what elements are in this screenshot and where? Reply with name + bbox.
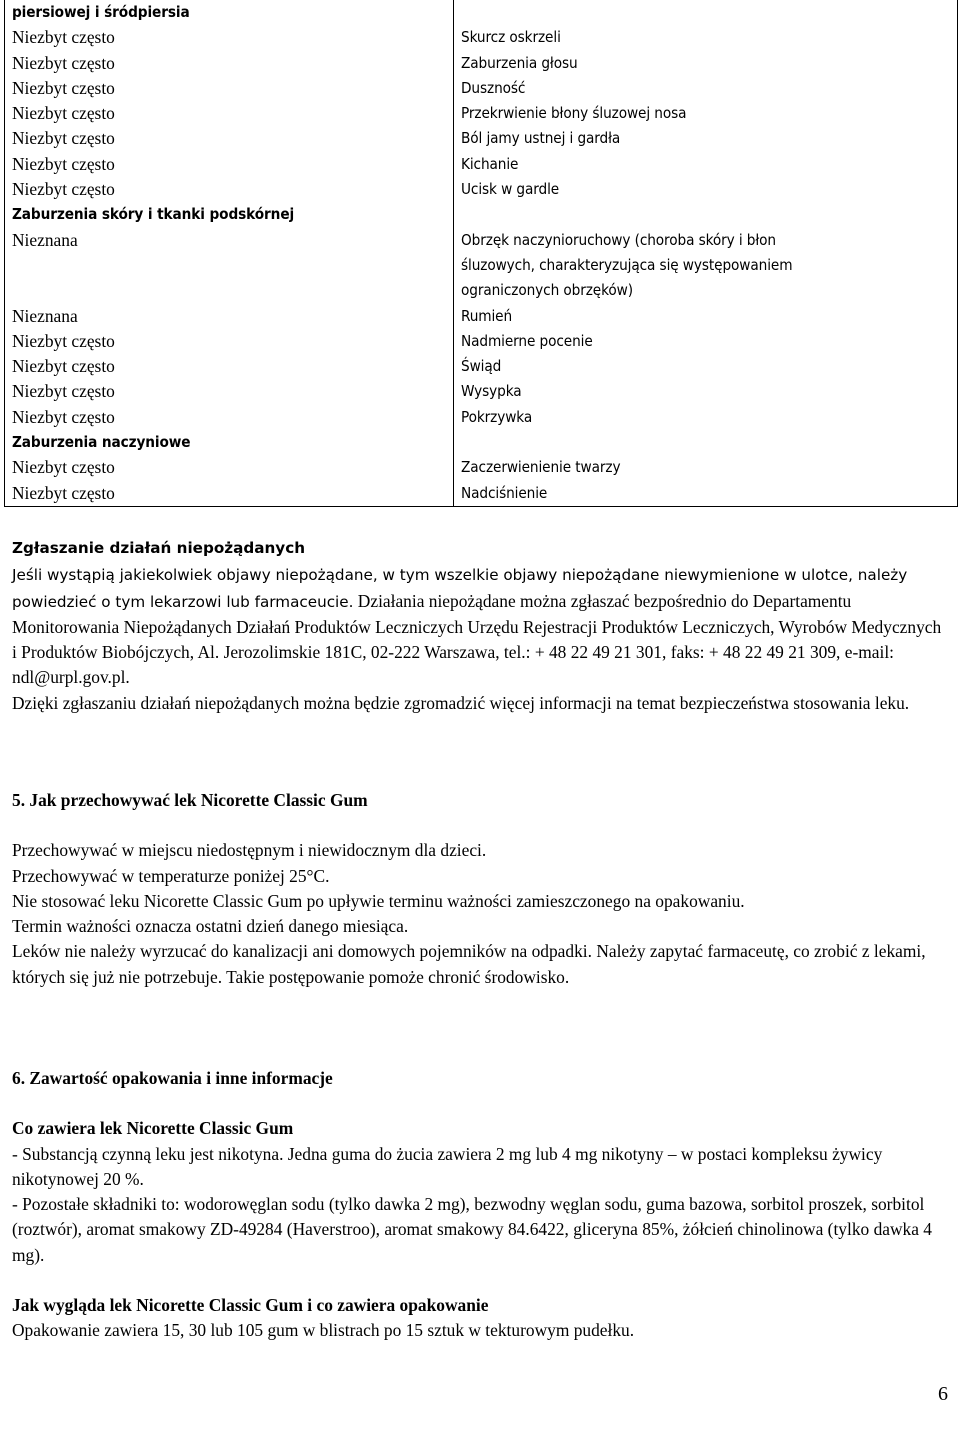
storage-line: Przechowywać w temperaturze poniżej 25°C. <box>12 865 330 886</box>
effect-cell: Przekrwienie błony śluzowej nosa <box>461 104 687 123</box>
frequency-cell: Niezbyt często <box>12 153 115 174</box>
frequency-cell: Nieznana <box>12 229 78 250</box>
storage-line: Nie stosować leku Nicorette Classic Gum po upływie terminu ważności zamieszczonego na opakowaniu. <box>12 890 745 911</box>
package-line: Opakowanie zawiera 15, 30 lub 105 gum w blistrach po 15 sztuk w tekturowym pudełku. <box>12 1320 635 1341</box>
effect-cell: ograniczonych obrzęków) <box>461 281 633 300</box>
frequency-cell: Niezbyt często <box>12 457 115 478</box>
frequency-cell: Niezbyt często <box>12 27 115 48</box>
section-5 <box>12 788 942 990</box>
effect-cell <box>461 430 953 455</box>
storage-line: Leków nie należy wyrzucać do kanalizacji ani domowych pojemników na odpadki. Należy zapytać farmaceutę, co zrobić z lekami, których się już nie potrzebuje. Takie postępowanie pomoże chronić środowisko. <box>12 941 926 987</box>
effect-cell: Obrzęk naczynioruchowy (choroba skóry i błon <box>461 230 776 249</box>
frequency-cell: Nieznana <box>12 305 78 326</box>
ingredients-line: - Pozostałe składniki to: wodorowęglan sodu (tylko dawka 2 mg), bezwodny węglan sodu, guma bazowa, sorbitol proszek, sorbitol (roztwór), aromat smakowy ZD-49284 (Haverstroo), aromat smakowy 84.6422, gliceryna 85%, żółcień chinolinowa (tylko dawka 4 mg). <box>12 1194 932 1265</box>
frequency-cell <box>12 278 449 303</box>
storage-line: Termin ważności oznacza ostatni dzień danego miesiąca. <box>12 916 409 937</box>
effect-cell: Nadciśnienie <box>461 483 548 502</box>
ingredients-line: - Substancją czynną leku jest nikotyna. Jedna guma do żucia zawiera 2 mg lub 4 mg nikotyny – w postaci kompleksu żywicy nikotynowej 20 %. <box>12 1143 883 1189</box>
reporting-paragraph <box>12 562 942 690</box>
effect-cell: Nadmierne pocenie <box>461 331 593 350</box>
reporting-section <box>12 536 942 716</box>
frequency-cell: Niezbyt często <box>12 103 115 124</box>
frequency-cell: Niezbyt często <box>12 77 115 98</box>
effect-cell <box>461 0 953 25</box>
reporting-text-sans: Jeśli wystąpią jakiekolwiek objawy niepożądane, w tym wszelkie objawy niepożądane niewymienione w ulotce, należy powiedzieć o tym lekarzowi lub farmaceucie. <box>12 566 908 611</box>
effect-cell: Zaczerwienienie twarzy <box>461 458 621 477</box>
adverse-effects-table <box>4 0 958 507</box>
category-heading: piersiowej i śródpiersia <box>12 3 190 21</box>
effect-cell: Ból jamy ustnej i gardła <box>461 129 621 148</box>
section-5-title: 5. Jak przechowywać lek Nicorette Classic Gum <box>12 790 368 810</box>
frequency-cell: Niezbyt często <box>12 128 115 149</box>
section-6-title: 6. Zawartość opakowania i inne informacje <box>12 1068 333 1088</box>
frequency-cell <box>12 253 449 278</box>
effect-cell: Zaburzenia głosu <box>461 53 578 72</box>
category-heading: Zaburzenia naczyniowe <box>12 433 191 452</box>
frequency-cell: Niezbyt często <box>12 179 115 200</box>
reporting-benefit-paragraph: Dzięki zgłaszaniu działań niepożądanych można będzie zgromadzić więcej informacji na temat bezpieczeństwa stosowania leku. <box>12 692 910 713</box>
frequency-cell: Niezbyt często <box>12 381 115 402</box>
effect-cell: Świąd <box>461 357 502 376</box>
effect-cell: Skurcz oskrzeli <box>461 28 561 47</box>
storage-line: Przechowywać w miejscu niedostępnym i niewidocznym dla dzieci. <box>12 840 487 861</box>
effect-cell <box>461 202 953 227</box>
ingredients-heading: Co zawiera lek Nicorette Classic Gum <box>12 1118 294 1139</box>
reporting-heading: Zgłaszanie działań niepożądanych <box>12 539 306 557</box>
frequency-cell: Niezbyt często <box>12 356 115 377</box>
page-number: 6 <box>938 1383 948 1405</box>
effect-cell: Pokrzywka <box>461 407 533 426</box>
reporting-text-serif: Działania niepożądane można zgłaszać bezpośrednio do Departamentu Monitorowania Niepożądanych Działań Produktów Leczniczych Urzędu Rejestracji Produktów Leczniczych, Wyrobów Medycznych i Produktów Biobójczych, Al. Jerozolimskie 181C, 02-222 Warszawa, tel.: + 48 22 49 21 301, faks: + 48 22 49 21 309, e-mail: ndl@urpl.gov.pl. <box>12 590 942 688</box>
frequency-cell: Niezbyt często <box>12 52 115 73</box>
effect-cell: Rumień <box>461 306 513 325</box>
section-6 <box>12 1066 942 1344</box>
effect-column <box>454 0 958 506</box>
frequency-column <box>5 0 454 506</box>
category-heading: Zaburzenia skóry i tkanki podskórnej <box>12 205 295 224</box>
effect-cell: Wysypka <box>461 382 522 401</box>
effect-cell: Duszność <box>461 78 526 97</box>
effect-cell: śluzowych, charakteryzująca się występowaniem <box>461 255 793 274</box>
effect-cell: Ucisk w gardle <box>461 180 560 199</box>
frequency-cell: Niezbyt często <box>12 482 115 503</box>
frequency-cell: Niezbyt często <box>12 406 115 427</box>
frequency-cell: Niezbyt często <box>12 330 115 351</box>
package-heading: Jak wygląda lek Nicorette Classic Gum i co zawiera opakowanie <box>12 1295 489 1316</box>
effect-cell: Kichanie <box>461 154 519 173</box>
